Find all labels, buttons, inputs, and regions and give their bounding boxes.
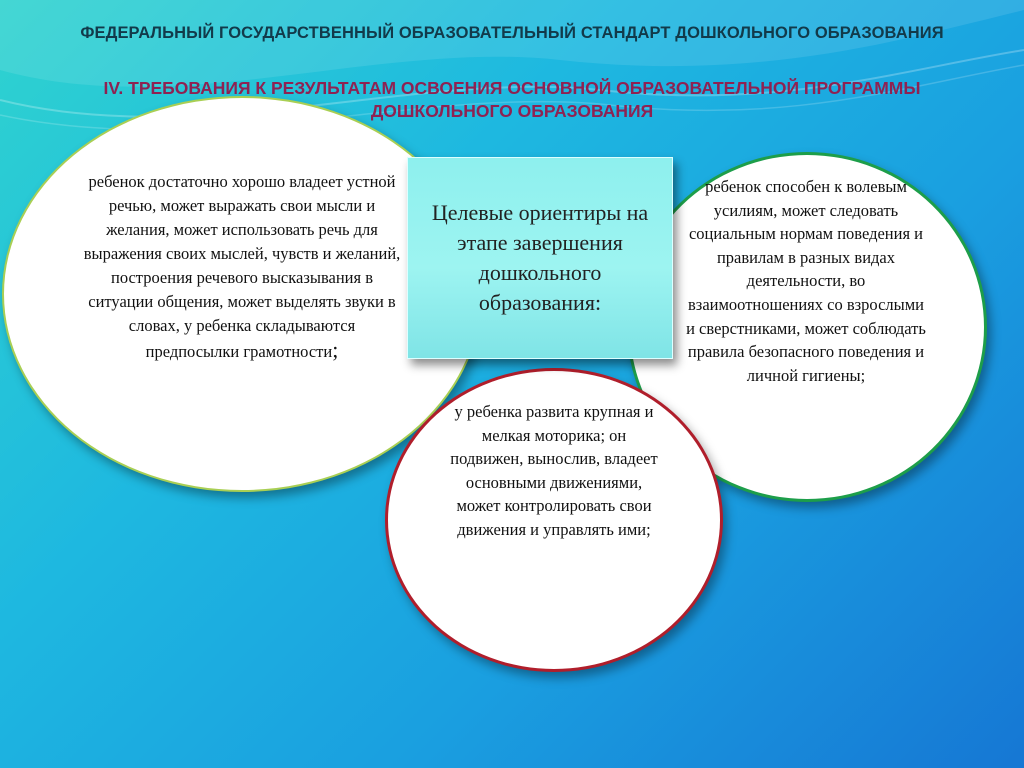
center-box-text: Целевые ориентиры на этапе завершения дошкольного образования: [431,200,649,315]
page-title: ФЕДЕРАЛЬНЫЙ ГОСУДАРСТВЕННЫЙ ОБРАЗОВАТЕЛЬНЫЙ СТАНДАРТ ДОШКОЛЬНОГО ОБРАЗОВАНИЯ [80,24,944,42]
center-box [407,157,673,359]
section-heading: IV. ТРЕБОВАНИЯ К РЕЗУЛЬТАТАМ ОСВОЕНИЯ ОСНОВНОЙ ОБРАЗОВАТЕЛЬНОЙ ПРОГРАММЫ ДОШКОЛЬНОГО ОБРАЗОВАНИЯ [103,78,921,121]
bottom-circle-text: у ребенка развита крупная и мелкая моторика; он подвижен, вынослив, владеет основными движениями, может контролировать свои движения и управлять ими; [450,402,658,539]
right-circle-text: ребенок способен к волевым усилиям, может следовать социальным нормам поведения и правилам в разных видах деятельности, во взаимоотношениях со взрослыми и сверстниками, может соблюдать правила безопасного поведения и личной гигиены; [686,177,926,385]
left-circle-body: ребенок достаточно хорошо владеет устной речью, может выражать свои мысли и желания, может использовать речь для выражения своих мыслей, чувств и желаний, построения речевого высказывания в ситуации общения, может выделять звуки в словах, у ребенка складываются предпосылки грамотности [83,172,401,361]
left-circle-punct: ; [332,337,339,362]
left-circle-text [82,170,402,364]
